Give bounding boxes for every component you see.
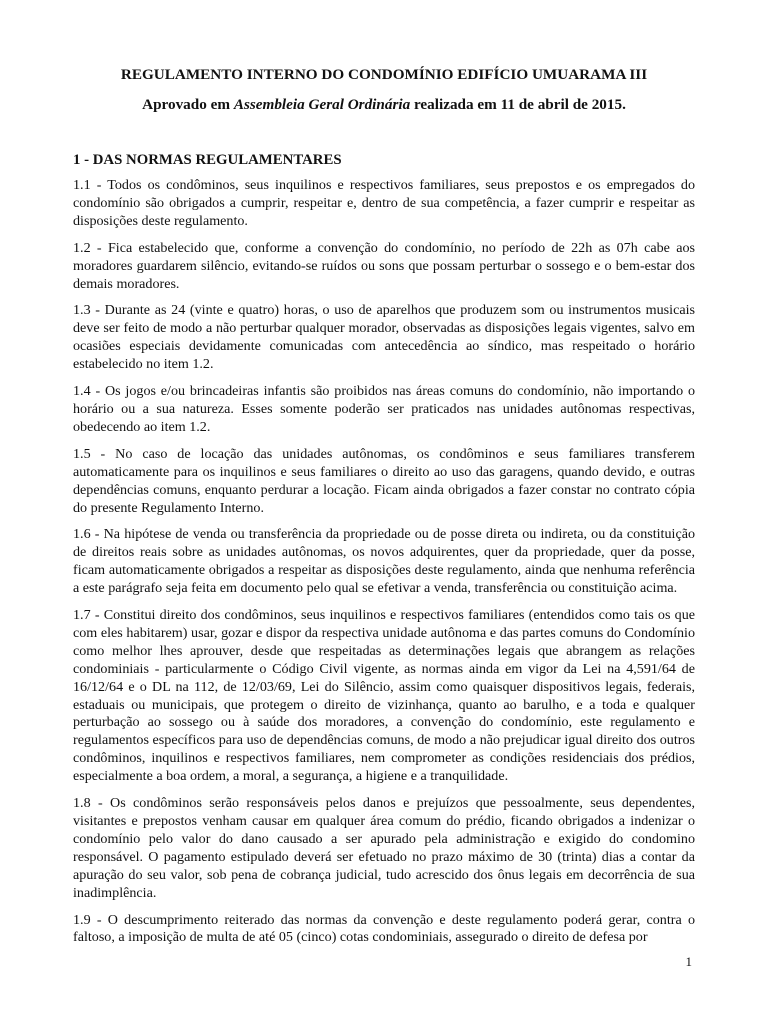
- subtitle-suffix: realizada em 11 de abril de 2015.: [410, 96, 626, 113]
- document-header: [0, 66, 768, 114]
- paragraph-1-3: 1.3 - Durante as 24 (vinte e quatro) horas, o uso de aparelhos que produzem som ou instrumentos musicais deve ser feito de modo a não perturbar qualquer morador, observadas as disposições legais vigentes, salvo em ocasiões especiais devidamente comunicadas com antecedência ao síndico, mas respeitado o horário estabelecido no item 1.2.: [73, 302, 695, 373]
- subtitle-prefix: Aprovado em: [142, 96, 234, 113]
- section-heading: 1 - DAS NORMAS REGULAMENTARES: [73, 152, 342, 168]
- paragraph-1-8: 1.8 - Os condôminos serão responsáveis pelos danos e prejuízos que pessoalmente, seus dependentes, visitantes e prepostos venham causar em qualquer área comum do prédio, ficando obrigados a indenizar o condomínio pelo valor do dano causado a ser apurado pela administração e exigido do condomino responsável. O pagamento estipulado deverá ser efetuado no prazo máximo de 30 (trinta) dias a contar da apuração do seu valor, sob pena de cobrança judicial, tudo acrescido dos ônus legais em decorrência de sua inadimplência.: [73, 795, 695, 901]
- document-subtitle: [0, 96, 768, 114]
- paragraph-1-2: 1.2 - Fica estabelecido que, conforme a convenção do condomínio, no período de 22h as 07h cabe aos moradores guardarem silêncio, evitando-se ruídos ou sons que possam perturbar o sossego e o bem-estar dos demais moradores.: [73, 239, 695, 292]
- paragraph-1-6: 1.6 - Na hipótese de venda ou transferência da propriedade ou de posse direta ou indireta, ou da constituição de direitos reais sobre as unidades autônomas, os novos adquirentes, quer da propriedade, quer da posse, ficam automaticamente obrigados a respeitar as disposições deste regulamento, ainda que nenhuma referência a este parágrafo seja feita em documento pelo qual se efetivar a venda, transferência ou constituição acima.: [73, 526, 695, 597]
- document-title: REGULAMENTO INTERNO DO CONDOMÍNIO EDIFÍCIO UMUARAMA III: [120, 66, 648, 83]
- paragraph-1-1: 1.1 - Todos os condôminos, seus inquilinos e respectivos familiares, seus prepostos e os empregados do condomínio são obrigados a cumprir, respeitar e, dentro de sua competência, a fazer cumprir e respeitar as disposições deste regulamento.: [73, 177, 695, 229]
- paragraph-1-4: 1.4 - Os jogos e/ou brincadeiras infantis são proibidos nas áreas comuns do condomínio, não importando o horário ou a sua natureza. Esses somente poderão ser praticados nas unidades autônomas respectivas, obedecendo ao item 1.2.: [73, 383, 695, 435]
- page-number: 1: [685, 954, 692, 969]
- paragraph-1-9: 1.9 - O descumprimento reiterado das normas da convenção e deste regulamento poderá gerar, contra o faltoso, a imposição de multa de até 05 (cinco) cotas condominiais, assegurado o direito de defesa por: [73, 911, 695, 946]
- document-body: [73, 151, 695, 956]
- paragraph-1-5: 1.5 - No caso de locação das unidades autônomas, os condôminos e seus familiares transferem automaticamente para os inquilinos e seus familiares o direito ao uso das garagens, quando devido, e outras dependências comuns, enquanto perdurar a locação. Ficam ainda obrigados a fazer constar no contrato cópia do presente Regulamento Interno.: [73, 445, 695, 516]
- paragraph-1-7: 1.7 - Constitui direito dos condôminos, seus inquilinos e respectivos familiares (entendidos como tais os que com eles habitarem) usar, gozar e dispor da respectiva unidade autônoma e das partes comuns do Condomínio como melhor lhes aprouver, desde que respeitadas as determinações legais que abrangem as relações condominiais - particularmente o Código Civil vigente, as normas ainda em vigor da Lei na 4,591/64 de 16/12/64 e o DL na 112, de 12/03/69, Lei do Silêncio, assim como quaisquer dispositivos legais, federais, estaduais ou municipais, que protegem o direito de vizinhança, quanto ao barulho, e a toda e qualquer perturbação ao sossego ou à saúde dos moradores, a convenção do condomínio, este regulamento e regulamentos específicos para uso de dependências comuns, de modo a não prejudicar igual direito dos outros condôminos, inquilinos e respectivos familiares, nem comprometer as condições residenciais dos prédios, especialmente a boa ordem, a moral, a segurança, a higiene e a tranquilidade.: [73, 607, 695, 785]
- subtitle-emphasis: Assembleia Geral Ordinária: [233, 96, 411, 113]
